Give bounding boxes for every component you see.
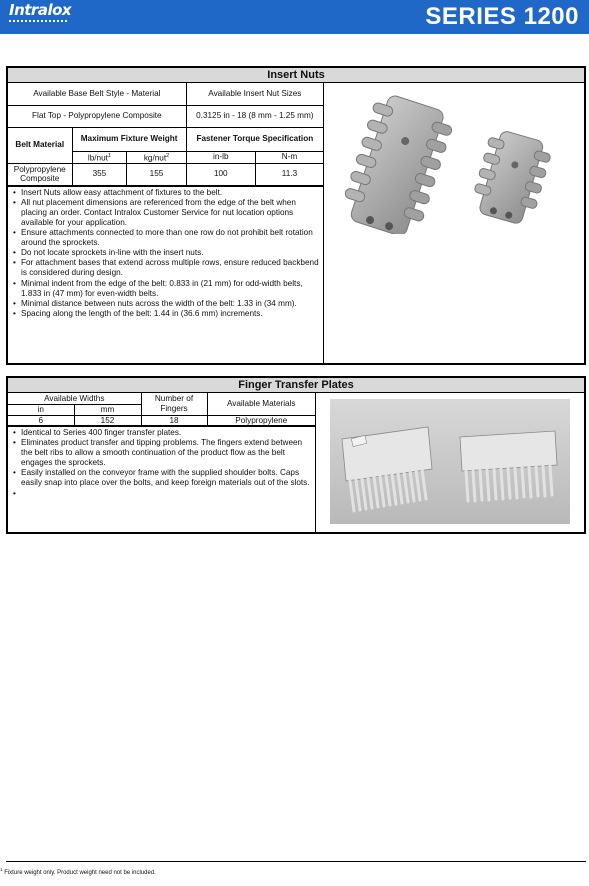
footnote-marker: 1: [0, 867, 3, 872]
logo-underline: [9, 20, 67, 25]
list-item: • Minimal indent from the edge of the belt: 0.833 in (21 mm) for odd-width belts, 1.833 in (47 mm) for even-width belts.: [13, 279, 319, 299]
list-item: • All nut placement dimensions are referenced from the edge of the belt when placing an order. Contact Intralox Customer Service for nut location options available for your application.: [13, 198, 319, 228]
insert-nut-photo: [330, 86, 575, 234]
header-bar: [0, 0, 589, 34]
insert-nuts-spec-table: [8, 83, 323, 186]
insert-nuts-left-column: [8, 83, 324, 363]
footnote-text: Fixture weight only. Product weight need not be included.: [4, 870, 156, 876]
unit-in: in: [8, 404, 74, 415]
nut-sizes-header: Available Insert Nut Sizes: [186, 83, 323, 105]
unit-lb-per-nut: lb/nut$^1$: [72, 151, 127, 163]
row-width-in: 6: [8, 415, 74, 426]
list-item: • Minimal distance between nuts across the width of the belt: 1.33 in (34 mm).: [13, 299, 319, 309]
finger-plates-title: Finger Transfer Plates: [8, 378, 584, 393]
fingers-header: Number of Fingers: [141, 393, 207, 415]
list-item: • Easily installed on the conveyor frame with the supplied shoulder bolts. Caps easily snap into place over the bolts, and keep foreign materials out of the slots.: [13, 468, 311, 488]
unit-n-m: N-m: [255, 151, 323, 163]
insert-nuts-section: [6, 66, 586, 365]
footnote: [0, 867, 156, 876]
row-fingers: 18: [141, 415, 207, 426]
row-material: Polypropylene: [207, 415, 315, 426]
max-weight-header: Maximum Fixture Weight: [72, 127, 186, 151]
series-title: SERIES 1200: [425, 3, 579, 30]
row-lb-value: 355: [72, 163, 127, 185]
list-item: • Eliminates product transfer and tipping problems. The fingers extend between the belt ribs to allow a smooth continuation of the product flow as the belt engages the sprockets.: [13, 438, 311, 468]
finger-plates-section: [6, 376, 586, 534]
row-belt-material: Polypropylene Composite: [8, 163, 72, 185]
base-style-value: Flat Top - Polypropylene Composite: [8, 105, 186, 127]
list-item: • Insert Nuts allow easy attachment of fixtures to the belt.: [13, 188, 319, 198]
list-item: • Do not locate sprockets in-line with the insert nuts.: [13, 248, 319, 258]
materials-header: Available Materials: [207, 393, 315, 415]
finger-plates-image-column: [316, 393, 584, 532]
belt-material-header: Belt Material: [8, 127, 72, 163]
torque-header: Fastener Torque Specification: [186, 127, 323, 151]
right-finger-plate: [460, 431, 557, 501]
insert-nuts-image-column: [324, 83, 584, 363]
finger-plates-spec-table: [8, 393, 315, 426]
large-insert-block: [338, 90, 457, 234]
nut-sizes-value: 0.3125 in - 18 (8 mm - 1.25 mm): [186, 105, 323, 127]
unit-mm: mm: [74, 404, 141, 415]
finger-plate-photo: [330, 399, 570, 524]
finger-plates-notes: [8, 427, 315, 499]
list-item: • Spacing along the length of the belt: 1.44 in (36.6 mm) increments.: [13, 309, 319, 319]
insert-nuts-body: [8, 83, 584, 363]
logo-wordmark: Intralox: [9, 1, 72, 19]
row-kg-value: 155: [127, 163, 186, 185]
finger-plate-illustration: [330, 399, 570, 524]
unit-kg-per-nut: kg/nut$^2$: [127, 151, 186, 163]
row-width-mm: 152: [74, 415, 141, 426]
finger-plates-left-column: [8, 393, 316, 532]
insert-nut-illustration: [330, 86, 575, 234]
widths-header: Available Widths: [8, 393, 141, 404]
list-item: • Ensure attachments connected to more than one row do not prohibit belt rotation around the sprockets.: [13, 228, 319, 248]
insert-nuts-title: Insert Nuts: [8, 68, 584, 83]
row-nm-value: 11.3: [255, 163, 323, 185]
finger-plates-body: [8, 393, 584, 532]
base-style-header: Available Base Belt Style - Material: [8, 83, 186, 105]
list-item: [13, 489, 311, 499]
row-inlb-value: 100: [186, 163, 255, 185]
unit-in-lb: in-lb: [186, 151, 255, 163]
intralox-logo: [9, 2, 79, 28]
footer-rule: [6, 861, 586, 862]
insert-nuts-notes: [8, 187, 323, 319]
left-finger-plate: [342, 427, 432, 511]
list-item: • For attachment bases that extend across multiple rows, ensure reduced backbend is considered during design.: [13, 258, 319, 278]
small-insert-block: [469, 127, 554, 227]
list-item: • Identical to Series 400 finger transfer plates.: [13, 428, 311, 438]
